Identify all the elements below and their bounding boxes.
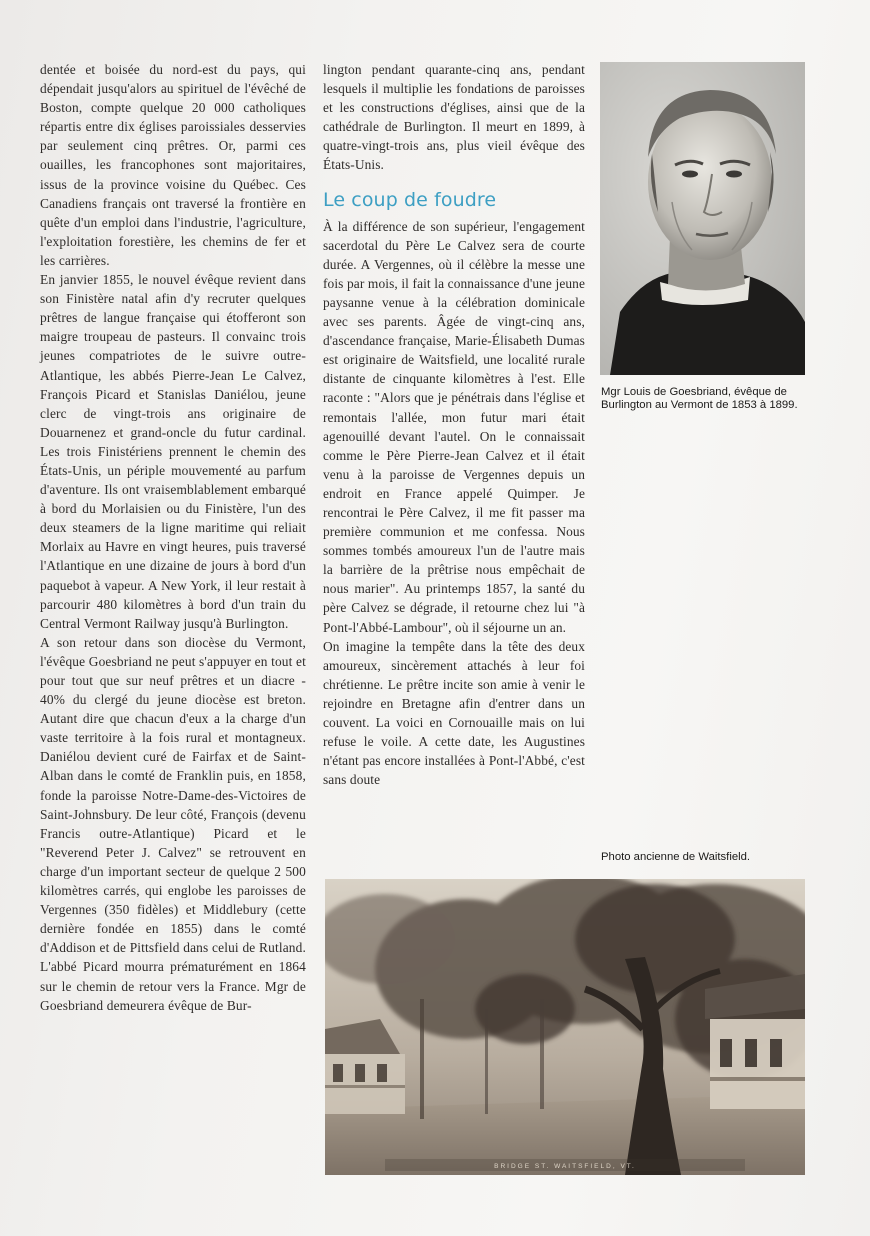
paragraph: En janvier 1855, le nouvel évêque revient dans son Finistère natal afin d'y recruter quelques prêtres de langue française qui étofferont son maigre troupeau de pasteurs. Il convainc trois jeunes compatriotes de le suivre outre-Atlantique, les abbés Pierre-Jean Le Calvez, François Picard et Stanislas Daniélou, jeune clerc de vingt-trois ans originaire de Douarnenez et grand-oncle du futur cardinal. Les trois Finistériens prennent le chemin des États-Unis, un périple mouvementé au parfum d'aventure. Ils ont vraisemblablement embarqué à bord du Morlaisien ou du Finistère, l'un des deux steamers de la ligne maritime qui reliait Morlaix au Havre en vingt heures, puis traversé l'Atlantique en une dizaine de jours à bord d'un paquebot à vapeur. A New York, il leur restait à parcourir 480 kilomètres à bord d'un train du Central Vermont Railway jusqu'à Burlington. <box>40 272 306 631</box>
paragraph: dentée et boisée du nord-est du pays, qui dépendait jusqu'alors au spirituel de l'évêché de Boston, compte quelque 20 000 catholiques répartis entre dix églises paroissiales desservies par seulement cinq prêtres. Or, parmi ces ouailles, les francophones sont majoritaires, issus de la province voisine du Québec. Ces Canadiens français ont traversé la frontière en quête d'un emploi dans l'industrie, l'agriculture, l'exploitation forestière, les chemins de fer et les carrières. <box>40 62 306 268</box>
section-heading: Le coup de foudre <box>323 188 497 211</box>
paragraph: lington pendant quarante-cinq ans, pendant lesquels il multiplie les fondations de paroisses et les constructions d'églises, ainsi que de la cathédrale de Burlington. Il meurt en 1899, à quatre-vingt-trois ans, plus vieil évêque des États-Unis. <box>323 62 585 173</box>
photo-caption: Photo ancienne de Waitsfield. <box>601 851 751 863</box>
paragraph: À la différence de son supérieur, l'engagement sacerdotal du Père Le Calvez sera de courte durée. A Vergennes, où il célèbre la messe une fois par mois, il fait la connaissance d'une jeune paysanne venue à la célébration dominicale avec ses parents. Âgée de vingt-cinq ans, d'ascendance française, Marie-Élisabeth Dumas est originaire de Waitsfield, une localité rurale distante de cinquante kilomètres à l'est. Elle raconte : "Alors que je pénétrais dans l'église et remontais l'allée, mon futur mari était agenouillé devant l'autel. On le connaissait comme le Père Pierre-Jean Calvez et il était venu à la paroisse de Vergennes depuis un endroit en France appelé Quimper. Je rencontrai le Père Calvez, il me fit passer ma première communion et me confessa. Nous sommes tombés amoureux l'un de l'autre mais la barrière de la prêtrise nous empêchait de nous marier". Au printemps 1857, la santé du père Calvez se dégrade, il retourne chez lui "à Pont-l'Abbé-Lambour", où il séjourne un an. <box>323 218 585 635</box>
portrait-caption: Mgr Louis de Goesbriand, évêque de Burlington au Vermont de 1853 à 1899. <box>601 386 798 411</box>
paragraph: A son retour dans son diocèse du Vermont, l'évêque Goesbriand ne peut s'appuyer en tout et pour tout que sur neuf prêtres et un diacre - 40% du clergé du jeune diocèse est breton. Autant dire que chacun d'eux a la charge d'un vaste territoire à la fois rural et montagneux. Daniélou devient curé de Fairfax et de Saint-Alban dans le comté de Franklin puis, en 1858, fonde la paroisse Notre-Dame-des-Victoires de Saint-Johnsbury. De leur côté, François (devenu Francis outre-Atlantique) Picard et le "Reverend Peter J. Calvez" se retrouvent en charge d'un important secteur de quelque 2 500 kilomètres carrés, qui englobe les paroisses de Vergennes (350 fidèles) et Middlebury (cette dernière fondée en 1855) dans le comté d'Addison et de Pittsfield dans celui de Rutland. L'abbé Picard mourra prématurément en 1864 sur le chemin de retour vers la France. Mgr de Goesbriand demeurera évêque de Bur- <box>40 634 306 1013</box>
text-column-left <box>40 60 306 1015</box>
text-column-middle <box>323 60 585 789</box>
photo-imprint-text: BRIDGE ST. WAITSFIELD, VT. <box>494 1163 636 1170</box>
paragraph: On imagine la tempête dans la tête des deux amoureux, sincèrement attachés à leur foi chrétienne. Le prêtre incite son amie à venir le rejoindre en Bretagne afin d'entrer dans un couvent. La voici en Cornouaille mais on lui refuse le voile. A cette date, les Augustines n'étant pas encore installées à Pont-l'Abbé, c'est sans doute <box>323 638 585 788</box>
bishop-portrait-photo <box>600 62 805 375</box>
waitsfield-old-photo <box>325 879 805 1175</box>
